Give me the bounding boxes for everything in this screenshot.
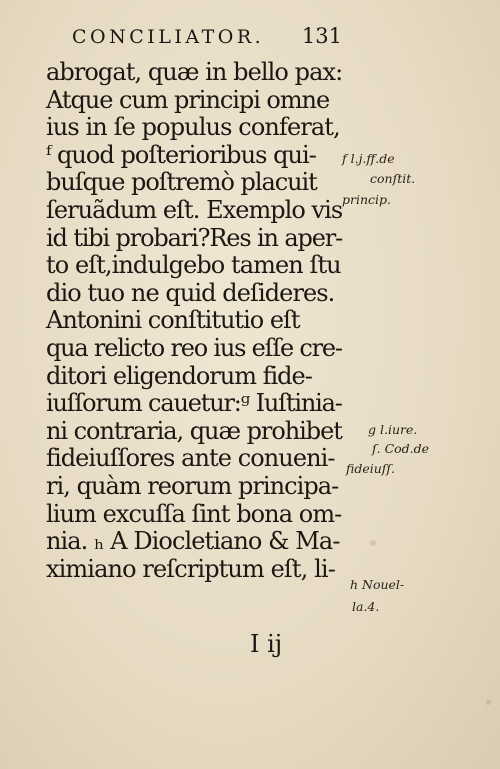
margin-note: la.4. xyxy=(352,599,380,614)
text-line: dio tuo ne quid deſideres. xyxy=(46,278,335,307)
body-text xyxy=(46,59,366,583)
text-line: buſque poſtremò placuit xyxy=(46,168,317,197)
foxing-spot xyxy=(486,700,491,705)
signature-mark: I ij xyxy=(250,630,283,658)
text-line: ſeruãdum eſt. Exemplo vis xyxy=(46,195,343,224)
text-line: ri, quàm reorum principa- xyxy=(46,471,339,500)
text-line: ni contraria, quæ prohibet xyxy=(46,416,342,445)
text-line: id tibi probari?Res in aper- xyxy=(46,223,343,252)
text-line: fideiuſſores ante conueni- xyxy=(46,444,335,473)
page-header xyxy=(72,22,342,52)
text-line: ditori eligendorum fide- xyxy=(46,361,312,390)
text-line: qua relicto reo ius eſſe cre- xyxy=(46,333,342,362)
text-line: ius in ſe populus conferat, xyxy=(46,113,340,142)
margin-note: f l.j.ff.de xyxy=(342,151,395,166)
margin-note: ſ. Cod.de xyxy=(372,441,430,456)
text-line: to eſt,indulgebo tamen ſtu xyxy=(46,251,341,280)
margin-note: h Nouel- xyxy=(350,577,405,592)
margin-note: fideiuſſ. xyxy=(346,461,396,476)
margin-note: conſtit. xyxy=(370,171,416,186)
text-line: iuſſorum cauetur:ᵍ Iuſtinia- xyxy=(46,389,342,418)
text-line: ᶠ quod poſterioribus qui- xyxy=(46,140,316,169)
text-line: lium excuſſa ſint bona om- xyxy=(46,499,342,528)
text-line: Antonini conſtitutio eſt xyxy=(46,306,300,335)
foxing-spot xyxy=(370,540,376,546)
text-line: Atque cum principi omne xyxy=(46,85,330,114)
margin-note: g l.iure. xyxy=(368,422,418,437)
text-line: abrogat, quæ in bello pax: xyxy=(46,58,343,86)
running-head: CONCILIATOR. xyxy=(72,26,265,48)
page-number: 131 xyxy=(301,24,342,48)
text-line: nia. ₕ A Diocletiano & Ma- xyxy=(46,527,340,556)
margin-note: princip. xyxy=(342,192,391,207)
text-line: ximiano reſcriptum eſt, li- xyxy=(46,554,335,583)
